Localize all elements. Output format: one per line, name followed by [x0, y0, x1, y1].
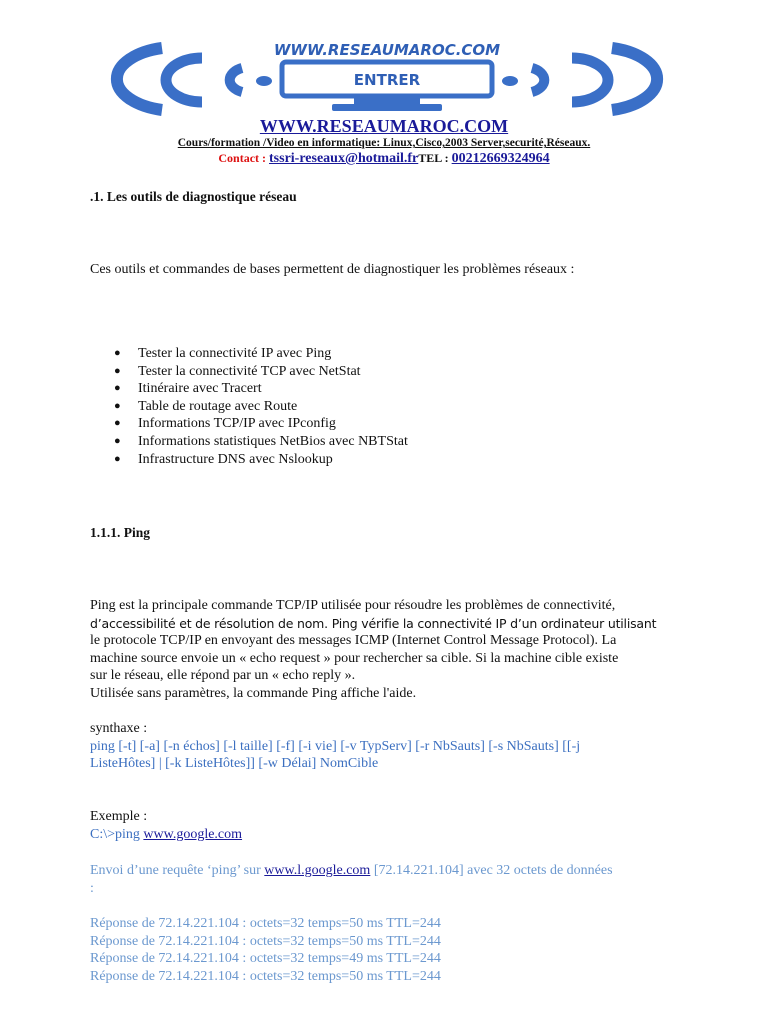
contact-label: Contact : — [218, 151, 267, 165]
bullet-icon: ● — [114, 364, 121, 377]
paragraph-line: le protocole TCP/IP en envoyant des messages ICMP (Internet Control Message Protocol). La — [90, 633, 617, 649]
reply-line: Réponse de 72.14.221.104 : octets=32 temps=49 ms TTL=244 — [90, 951, 441, 967]
list-item: ● Tester la connectivité TCP avec NetStat — [114, 363, 361, 379]
reply-line: Réponse de 72.14.221.104 : octets=32 temps=50 ms TTL=244 — [90, 916, 441, 931]
site-subtitle: Cours/formation /Video en informatique: Linux,Cisco,2003 Server,securité,Réseaux. — [177, 137, 591, 149]
bullet-icon: ● — [114, 452, 121, 465]
syntax-block — [90, 720, 680, 773]
section-heading-outils: .1. Les outils de diagnostique réseau — [90, 189, 297, 204]
tel-label: TEL : — [418, 151, 449, 165]
example-label: Exemple : — [90, 809, 148, 824]
paragraph-line: d’accessibilité et de résolution de nom. Ping vérifie la connectivité IP d’un ordinateur utilisant — [90, 615, 657, 631]
banner-site-text: WWW.RESEAUMAROC.COM — [273, 41, 501, 59]
enter-button-text[interactable]: ENTRER — [353, 71, 421, 89]
bullet-icon: ● — [114, 399, 121, 412]
list-item: ● Tester la connectivité IP avec Ping — [114, 346, 332, 361]
bullet-icon: ● — [114, 347, 121, 359]
list-item: ● Informations TCP/IP avec IPconfig — [114, 416, 336, 432]
banner-graphic — [92, 40, 682, 118]
bullet-icon: ● — [114, 434, 121, 447]
google-link[interactable]: www.google.com — [143, 826, 243, 842]
paragraph-line: Ping est la principale commande TCP/IP utilisée pour résoudre les problèmes de connectivité, — [90, 598, 616, 613]
l-google-link[interactable]: www.l.google.com — [264, 863, 371, 878]
tel-number-link[interactable]: 00212669324964 — [451, 151, 550, 166]
reply-line: Réponse de 72.14.221.104 : octets=32 temps=50 ms TTL=244 — [90, 933, 441, 949]
site-title-link[interactable]: WWW.RESEAUMAROC.COM — [259, 116, 509, 136]
paragraph-line: sur le réseau, elle répond par un « echo reply ». — [90, 668, 356, 684]
ping-output-header: Envoi d’une requête ‘ping’ sur www.l.google.com [72.14.221.104] avec 32 octets de données : — [90, 863, 613, 896]
site-banner[interactable] — [92, 40, 682, 118]
contact-line — [0, 151, 768, 167]
list-item: ● Table de routage avec Route — [114, 398, 298, 414]
ping-replies — [90, 915, 680, 985]
bullet-icon: ● — [114, 382, 121, 395]
ping-paragraph — [90, 597, 680, 703]
syntax-line: ping [-t] [-a] [-n échos] [-l taille] [-f] [-i vie] [-v TypServ] [-r NbSauts] [-s NbSauts] [[-j — [90, 738, 581, 754]
reply-line: Réponse de 72.14.221.104 : octets=32 temps=50 ms TTL=244 — [90, 968, 441, 984]
list-item: ● Itinéraire avec Tracert — [114, 381, 262, 397]
list-item: ● Informations statistiques NetBios avec NBTStat — [114, 433, 408, 449]
syntax-label: synthaxe : — [90, 721, 148, 736]
syntax-line: ListeHôtes] | [-k ListeHôtes]] [-w Délai] NomCible — [90, 756, 379, 772]
paragraph-line: machine source envoie un « echo request » pour rechercher sa cible. Si la machine cible existe — [90, 650, 619, 666]
paragraph-line: Utilisée sans paramètres, la commande Ping affiche l'aide. — [90, 685, 417, 701]
tools-list — [90, 345, 408, 468]
section-heading-ping: 1.1.1. Ping — [90, 525, 151, 540]
contact-email-link[interactable]: tssri-reseaux@hotmail.fr — [269, 151, 419, 166]
section-intro: Ces outils et commandes de bases permettent de diagnostiquer les problèmes réseaux : — [90, 262, 575, 277]
list-item: ● Infrastructure DNS avec Nslookup — [114, 451, 333, 467]
example-prompt: C:\>ping — [90, 826, 144, 842]
example-block — [90, 808, 680, 843]
bullet-icon: ● — [114, 417, 121, 430]
